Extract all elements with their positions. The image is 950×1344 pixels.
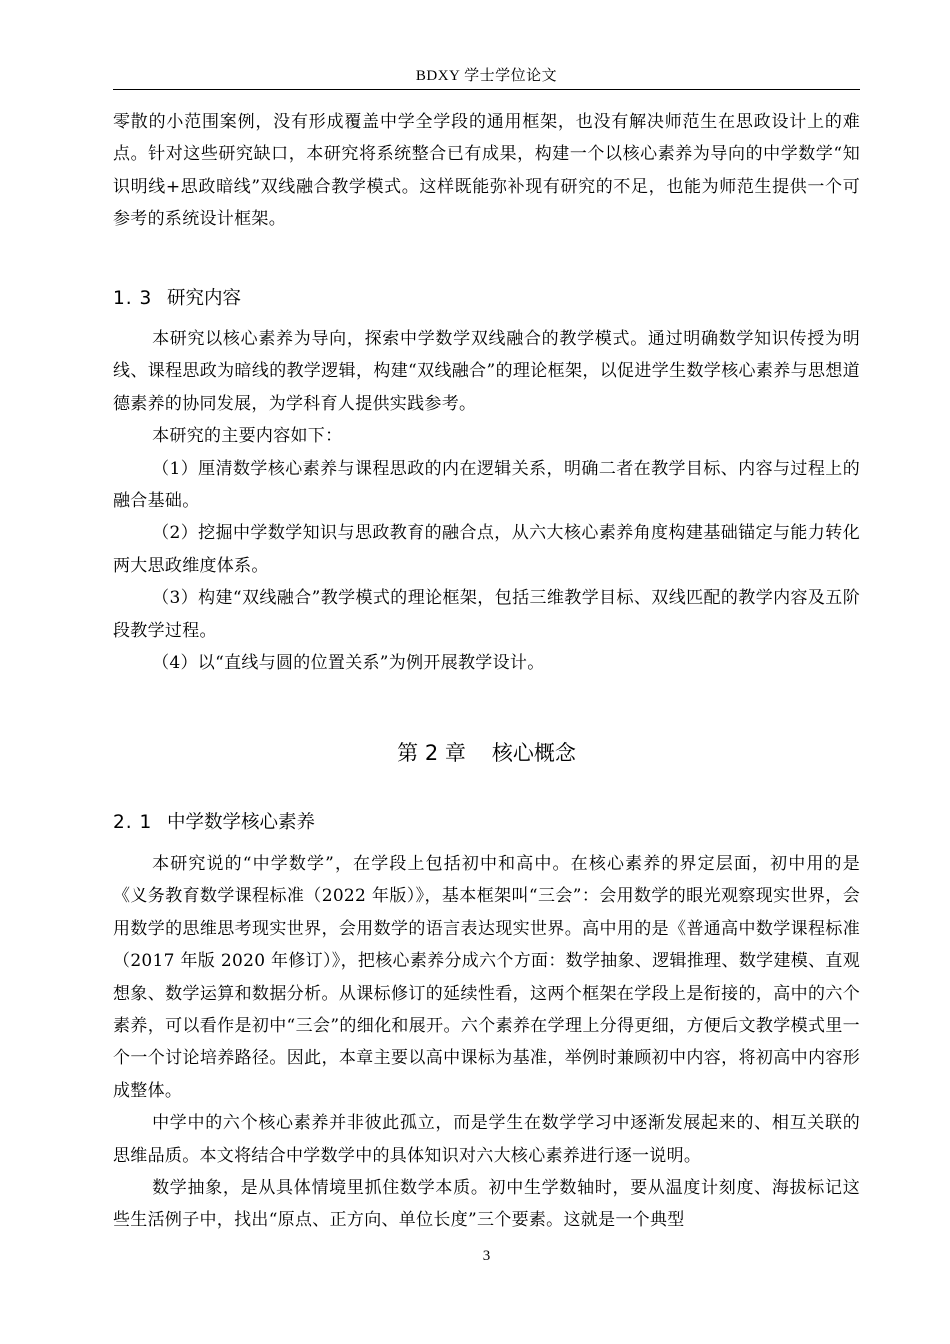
paragraph: 零散的小范围案例，没有形成覆盖中学全学段的通用框架，也没有解决师范生在思政设计上的难点。针对这些研究缺口，本研究将系统整合已有成果，构建一个以核心素养为导向的中学数学“知识明线+思政暗线”双线融合教学模式。这样既能弥补现有研究的不足，也能为师范生提供一个可参考的系统设计框架。	[113, 112, 860, 230]
chapter-heading	[113, 738, 860, 768]
section-2-1-body	[113, 848, 860, 1237]
section-number: 2. 1	[113, 812, 153, 833]
section-1-3-body	[113, 323, 860, 679]
intro-continuation-block	[113, 106, 860, 236]
page-number: 3	[482, 1248, 491, 1264]
chapter-number: 第 2 章	[397, 741, 466, 765]
section-heading-2-1	[113, 810, 315, 836]
list-item: （2）挖掘中学数学知识与思政教育的融合点，从六大核心素养角度构建基础锚定与能力转化两大思政维度体系。	[113, 523, 860, 576]
chapter-title: 核心概念	[491, 741, 576, 765]
running-header: BDXY 学士学位论文	[415, 68, 558, 84]
paragraph: 中学中的六个核心素养并非彼此孤立，而是学生在数学学习中逐渐发展起来的、相互关联的思维品质。本文将结合中学数学中的具体知识对六大核心素养进行逐一说明。	[113, 1113, 860, 1166]
paragraph: 数学抽象，是从具体情境里抓住数学本质。初中生学数轴时，要从温度计刻度、海拔标记这些生活例子中，找出“原点、正方向、单位长度”三个要素。这就是一个典型	[113, 1178, 860, 1231]
section-heading-1-3	[113, 286, 241, 312]
paragraph: 本研究以核心素养为导向，探索中学数学双线融合的教学模式。通过明确数学知识传授为明线、课程思政为暗线的教学逻辑，构建“双线融合”的理论框架，以促进学生数学核心素养与思想道德素养的协同发展，为学科育人提供实践参考。	[113, 329, 860, 414]
section-number: 1. 3	[113, 288, 153, 309]
list-item: （4）以“直线与圆的位置关系”为例开展教学设计。	[152, 653, 545, 674]
list-item: （3）构建“双线融合”教学模式的理论框架，包括三维教学目标、双线匹配的教学内容及五阶段教学过程。	[113, 588, 860, 641]
section-title: 中学数学核心素养	[167, 812, 316, 833]
header-rule	[113, 89, 860, 90]
paragraph: 本研究说的“中学数学”，在学段上包括初中和高中。在核心素养的界定层面，初中用的是《义务教育数学课程标准（2022 年版）》，基本框架叫“三会”：会用数学的眼光观察现实世界，会用数学的思维思考现实世界，会用数学的语言表达现实世界。高中用的是《普通高中数学课程标准（2017 年版 2020 年修订）》，把核心素养分成六个方面：数学抽象、逻辑推理、数学建模、直观想象、数学运算和数据分析。从课标修订的延续性看，这两个框架在学段上是衔接的，高中的六个素养，可以看作是初中“三会”的细化和展开。六个素养在学理上分得更细，方便后文教学模式里一个一个讨论培养路径。因此，本章主要以高中课标为基准，举例时兼顾初中内容，将初高中内容形成整体。	[113, 854, 860, 1101]
list-item: （1）厘清数学核心素养与课程思政的内在逻辑关系，明确二者在教学目标、内容与过程上的融合基础。	[113, 458, 860, 512]
paragraph: 本研究的主要内容如下：	[152, 426, 343, 447]
section-title: 研究内容	[167, 288, 242, 309]
